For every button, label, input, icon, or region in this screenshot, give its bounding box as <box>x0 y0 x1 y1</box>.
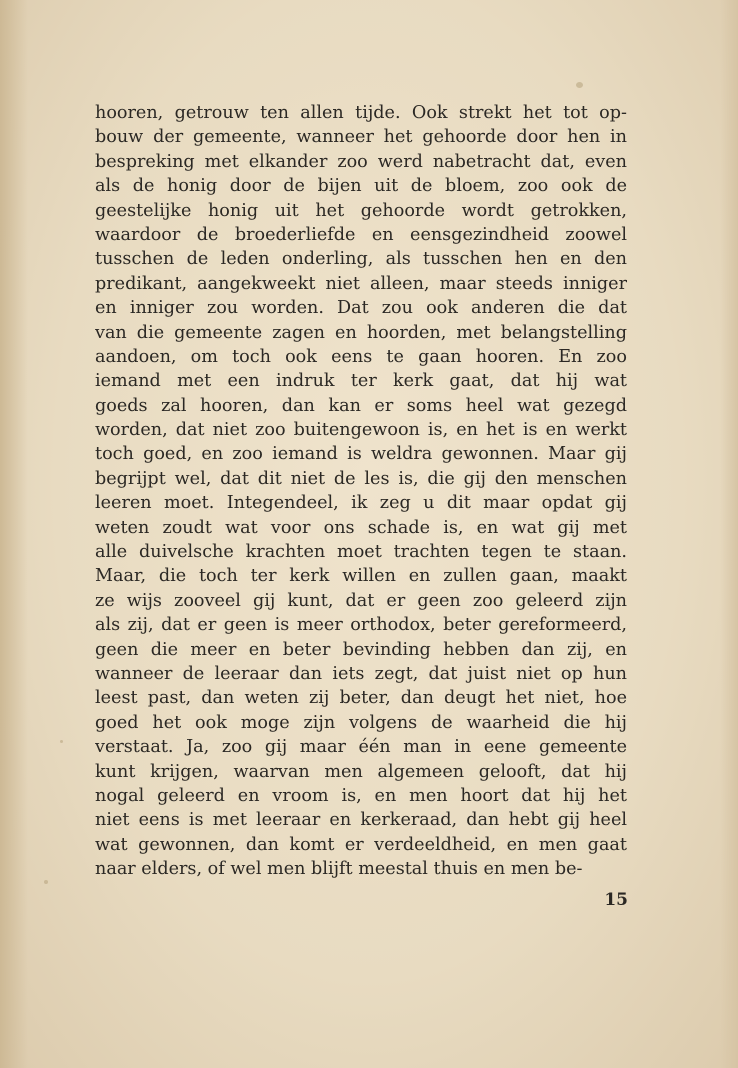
paper-speck <box>44 880 48 884</box>
text-line: wat gewonnen, dan komt er verdeeldheid, en men gaat <box>95 834 627 855</box>
text-line: verstaat. Ja, zoo gij maar één man in eene gemeente <box>95 737 627 758</box>
text-line: iemand met een indruk ter kerk gaat, dat hij wat <box>95 371 627 392</box>
text-line: hooren, getrouw ten allen tijde. Ook strekt het tot op- <box>95 103 627 123</box>
page-number: 15 <box>604 890 628 910</box>
text-line: goed het ook moge zijn volgens de waarheid die hij <box>95 712 627 733</box>
text-line: alle duivelsche krachten moet trachten tegen te staan. <box>95 542 627 563</box>
text-line: predikant, aangekweekt niet alleen, maar steeds inniger <box>95 273 627 294</box>
text-line: naar elders, of wel men blijft meestal thuis en men be- <box>95 859 583 880</box>
text-line: aandoen, om toch ook eens te gaan hooren. En zoo <box>95 346 627 367</box>
text-line: nogal geleerd en vroom is, en men hoort dat hij het <box>95 785 627 806</box>
text-line: van die gemeente zagen en hoorden, met belangstelling <box>95 322 627 343</box>
text-line: niet eens is met leeraar en kerkeraad, dan hebt gij heel <box>95 810 627 831</box>
paper-speck <box>576 82 583 88</box>
text-line: leeren moet. Integendeel, ik zeg u dit maar opdat gij <box>95 493 627 514</box>
text-line: geestelijke honig uit het gehoorde wordt getrokken, <box>95 200 627 221</box>
text-line: weten zoudt wat voor ons schade is, en wat gij met <box>95 517 627 538</box>
text-line: tusschen de leden onderling, als tusschen hen en den <box>95 249 627 270</box>
text-line: goeds zal hooren, dan kan er soms heel wat gezegd <box>95 395 627 416</box>
text-line: waardoor de broederliefde en eensgezindheid zoowel <box>95 224 627 245</box>
paper-speck <box>60 740 63 743</box>
text-line: als zij, dat er geen is meer orthodox, beter gereformeerd, <box>95 615 627 636</box>
body-text <box>95 101 627 882</box>
text-line: wanneer de leeraar dan iets zegt, dat juist niet op hun <box>95 663 627 684</box>
text-line: leest past, dan weten zij beter, dan deugt het niet, hoe <box>95 688 627 709</box>
text-line: Maar, die toch ter kerk willen en zullen gaan, maakt <box>95 566 627 587</box>
page-edge-shadow-left <box>0 0 28 1068</box>
text-line: worden, dat niet zoo buitengewoon is, en het is en werkt <box>95 420 627 441</box>
text-line: geen die meer en beter bevinding hebben dan zij, en <box>95 639 627 660</box>
text-line: bouw der gemeente, wanneer het gehoorde door hen in <box>95 127 627 148</box>
page-edge-shadow-right <box>720 0 738 1068</box>
text-line: ze wijs zooveel gij kunt, dat er geen zoo geleerd zijn <box>95 590 627 611</box>
text-line: en inniger zou worden. Dat zou ook anderen die dat <box>95 298 627 319</box>
text-line: toch goed, en zoo iemand is weldra gewonnen. Maar gij <box>95 444 627 465</box>
text-line: als de honig door de bijen uit de bloem, zoo ook de <box>95 176 627 197</box>
text-line: bespreking met elkander zoo werd nabetracht dat, even <box>95 151 627 172</box>
text-line: begrijpt wel, dat dit niet de les is, die gij den menschen <box>95 468 627 489</box>
text-line: kunt krijgen, waarvan men algemeen gelooft, dat hij <box>95 761 627 782</box>
